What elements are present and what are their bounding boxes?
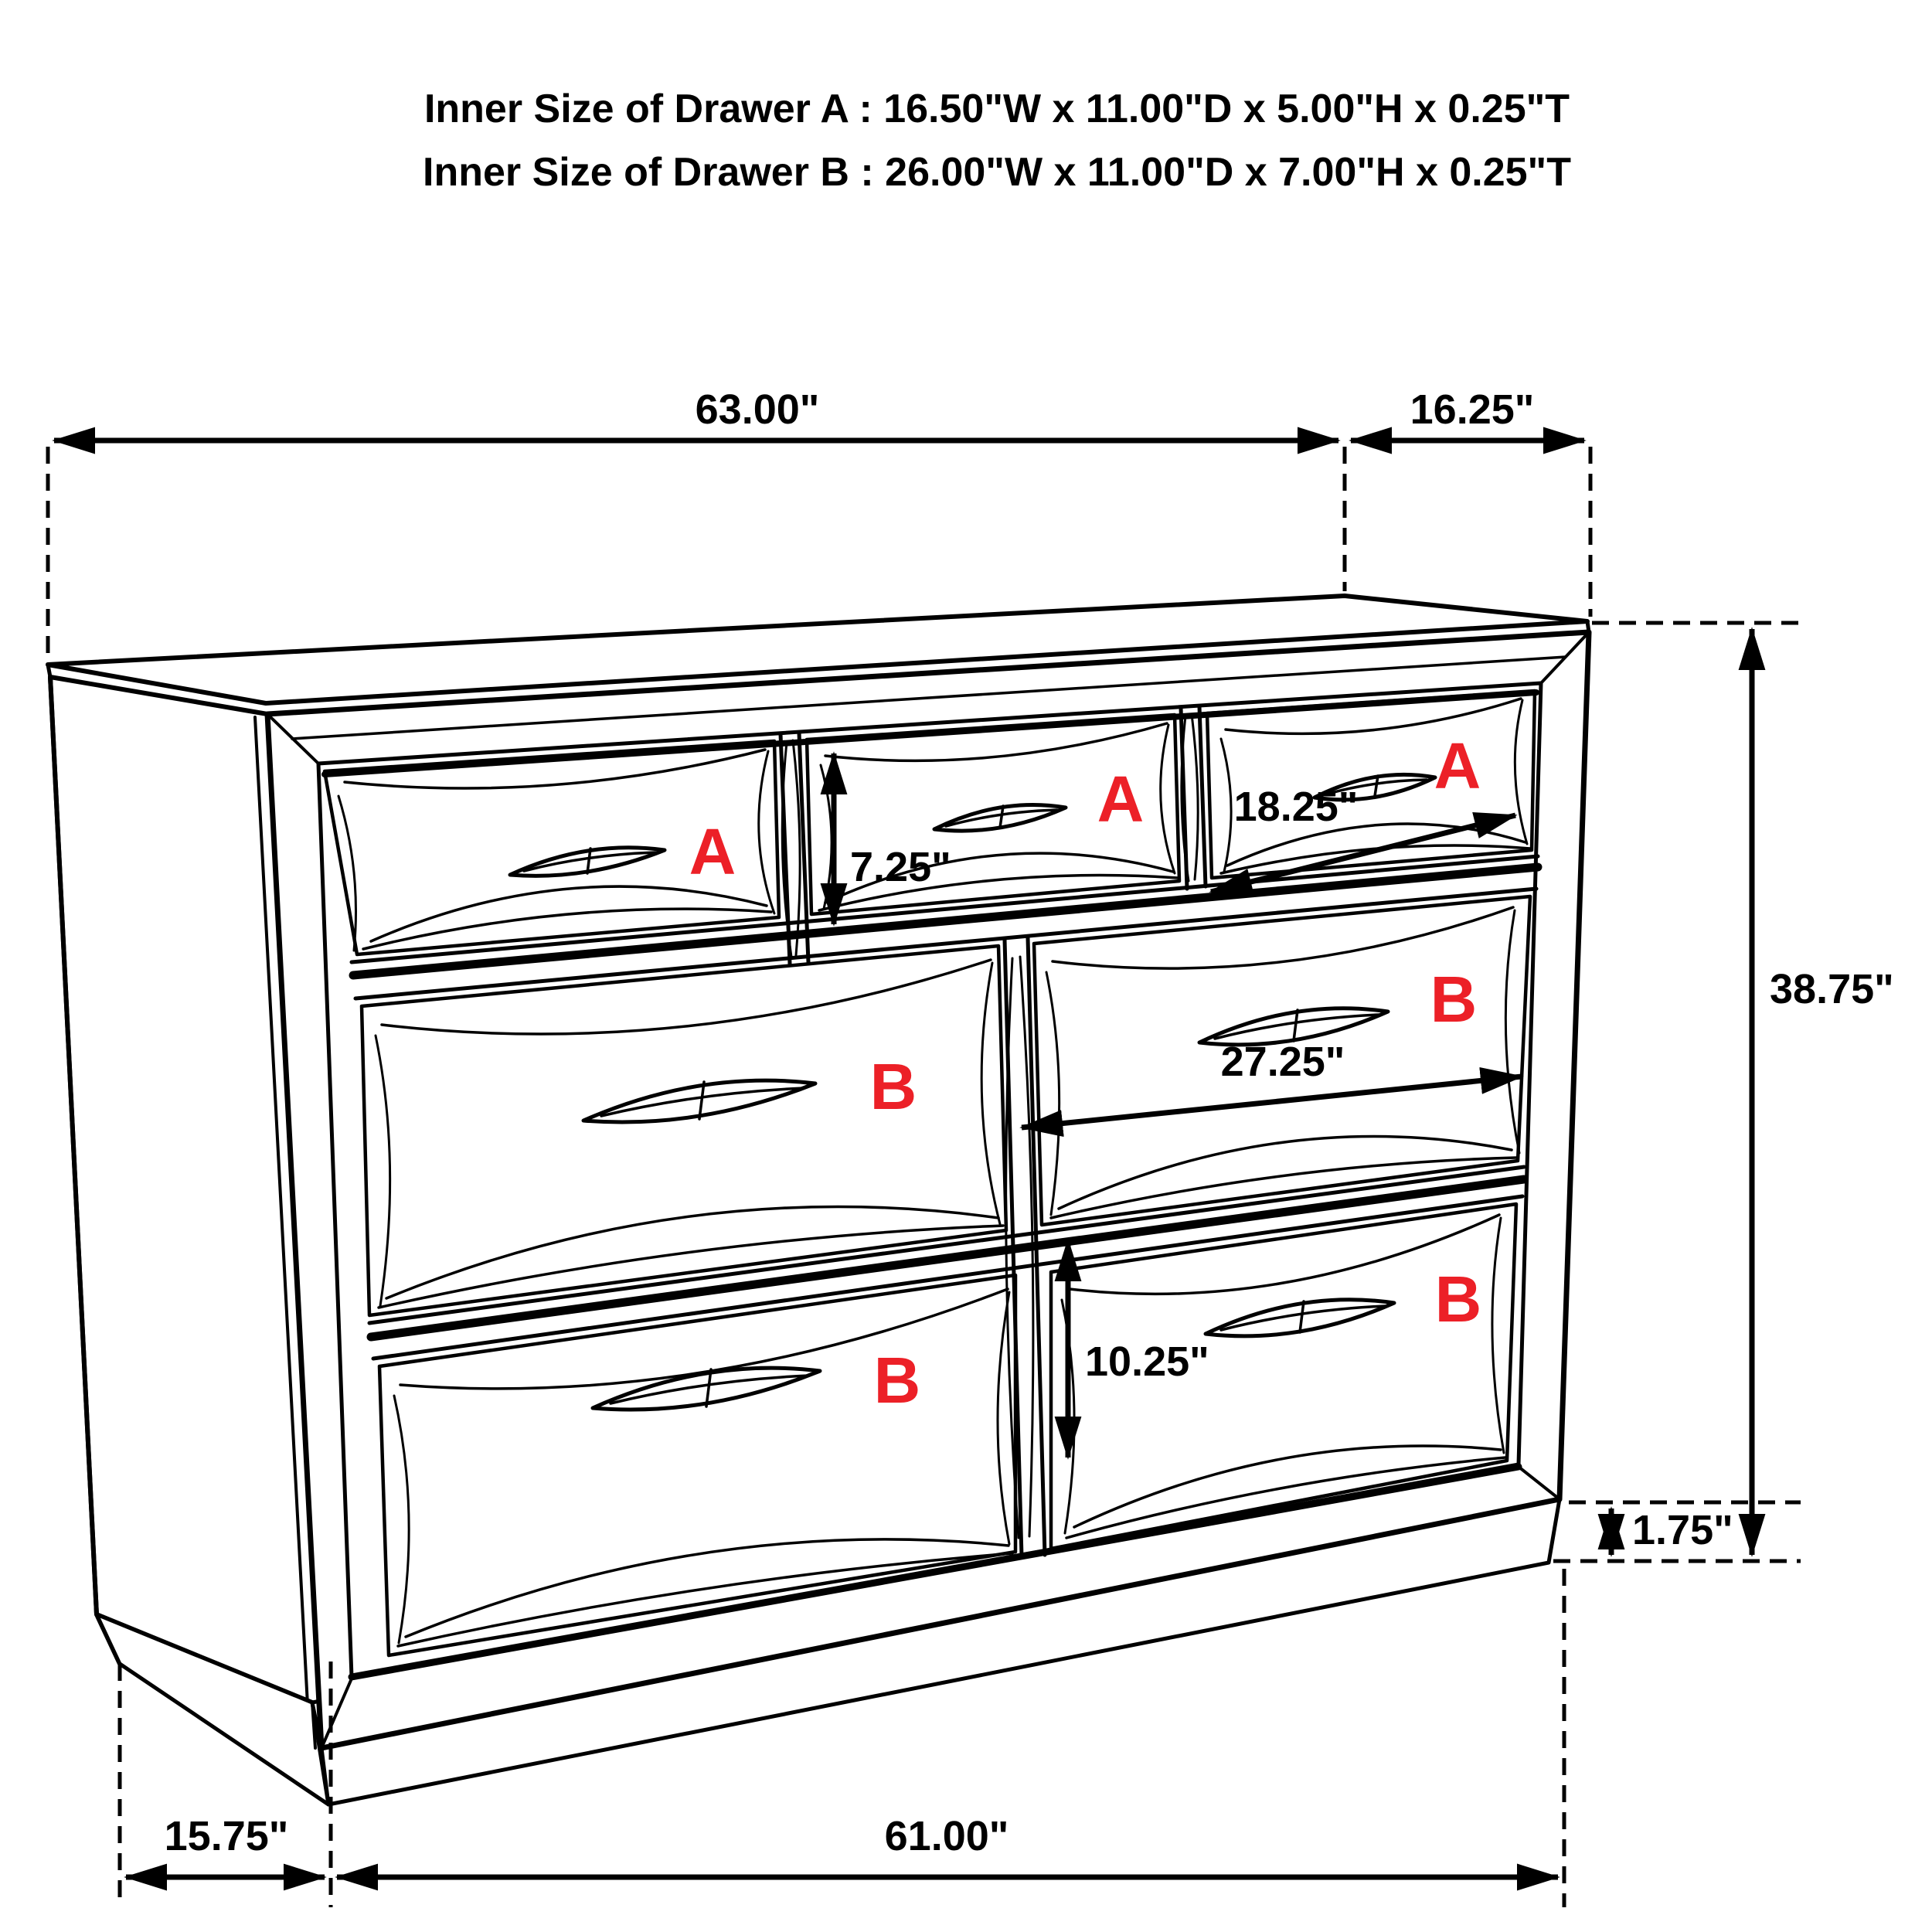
label-drawer-b-left-bottom: B — [873, 1344, 921, 1417]
dim-label-base-width: 61.00" — [884, 1813, 1009, 1859]
dim-label-base-depth: 15.75" — [164, 1813, 289, 1859]
dim-label-overall-height: 38.75" — [1770, 966, 1894, 1012]
title-drawer-b-inner-size: Inner Size of Drawer B : 26.00"W x 11.00"D x 7.00"H x 0.25"T — [423, 150, 1571, 195]
title-drawer-a-inner-size: Inner Size of Drawer A : 16.50"W x 11.00"D x 5.00"H x 0.25"T — [423, 87, 1570, 131]
label-drawer-a3: A — [1434, 730, 1481, 802]
label-drawer-a2: A — [1097, 763, 1145, 835]
dim-label-base-height: 1.75" — [1632, 1507, 1733, 1553]
label-drawer-b-right-bottom: B — [1434, 1263, 1482, 1335]
dim-label-top-width: 63.00" — [695, 386, 820, 433]
dresser-drawing — [48, 596, 1589, 1804]
label-drawer-b-left-top: B — [869, 1050, 917, 1123]
label-drawer-a1: A — [689, 815, 736, 888]
dim-label-drawer-a-width: 18.25" — [1233, 784, 1359, 830]
dim-label-drawer-b-width: 27.25" — [1220, 1039, 1345, 1085]
dim-label-top-depth: 16.25" — [1410, 386, 1535, 433]
label-drawer-b-right-top: B — [1430, 963, 1478, 1036]
dim-label-drawer-b-height: 10.25" — [1085, 1338, 1209, 1385]
dim-label-drawer-a-height: 7.25" — [850, 844, 951, 890]
